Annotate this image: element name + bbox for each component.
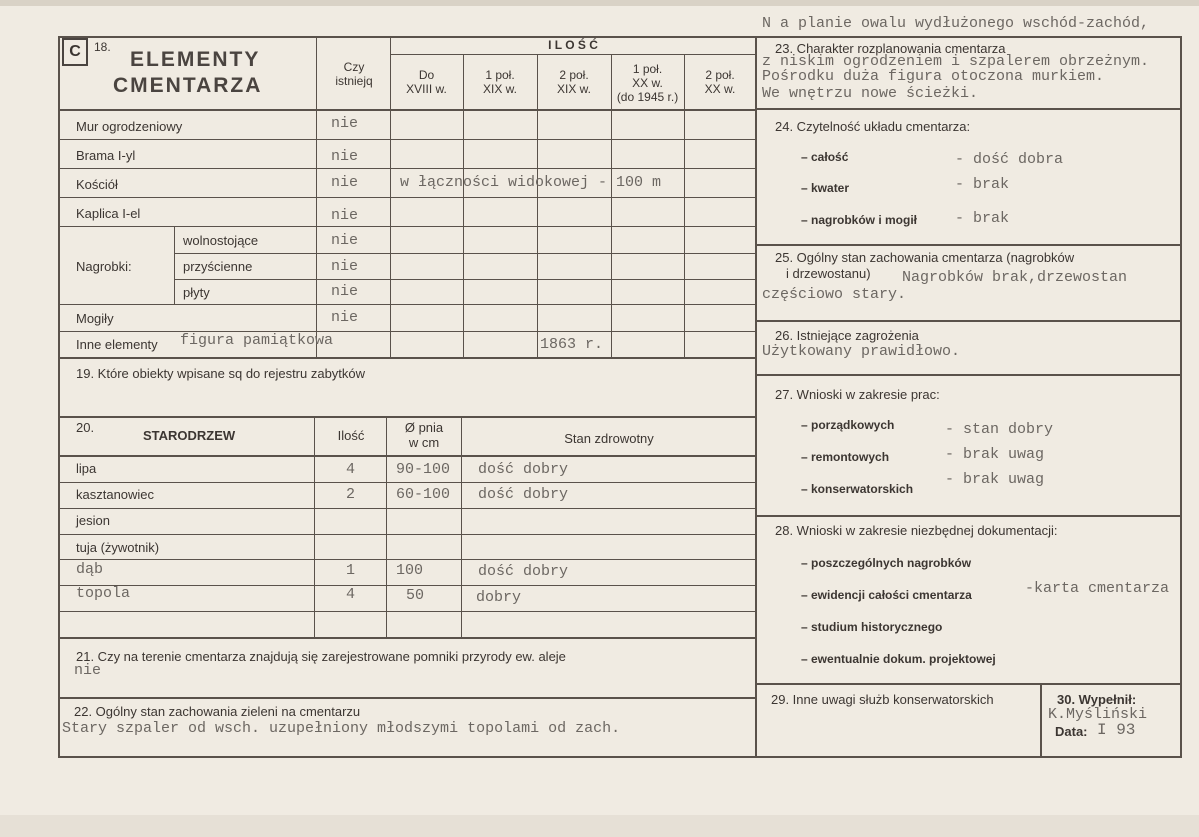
row-inne-label: Inne elementy xyxy=(76,337,158,352)
tree-qty: 1 xyxy=(346,562,356,579)
s24-item-value: - brak xyxy=(955,210,1010,227)
nagrobki-przyscienne-label: przyścienne xyxy=(183,259,253,274)
s20-row-line-4 xyxy=(58,559,756,560)
s20-row-line-1 xyxy=(58,482,756,483)
s28-item-label: – poszczególnych nagrobków xyxy=(801,556,972,570)
s23-top-line: N a planie owalu wydłużonego wschód-zachód, xyxy=(762,15,1150,32)
tree-state: dobry xyxy=(476,589,522,606)
s27-item-value: - stan dobry xyxy=(945,421,1054,438)
frame-right xyxy=(1180,36,1182,758)
s24-item-label: – kwater xyxy=(801,181,850,195)
s18-col-line-5 xyxy=(684,54,685,358)
row-line-5 xyxy=(174,253,756,254)
s30-date: I 93 xyxy=(1097,721,1136,739)
s25-bottom xyxy=(756,320,1181,322)
row-line-1 xyxy=(58,139,756,140)
row-brama-value: nie xyxy=(331,148,359,165)
s20-pien-header-2: w cm xyxy=(408,435,440,450)
nagrobki-divider xyxy=(174,226,175,304)
s28-item-label: – ewentualnie dokum. projektowej xyxy=(801,652,996,666)
s20-col-line-1 xyxy=(314,416,315,638)
nagrobki-przyscienne-value: nie xyxy=(331,258,359,275)
s27-item-label: – porządkowych xyxy=(801,418,895,432)
s21-value: nie xyxy=(74,662,102,679)
s21-bottom xyxy=(58,697,756,699)
s18-ilosc-header: I L O Ś Ć xyxy=(548,38,598,52)
col-1pol-xx-1: 1 poł. xyxy=(632,62,663,76)
s20-bottom xyxy=(58,637,756,639)
tree-state: dość dobry xyxy=(478,563,569,580)
tree-name: kasztanowiec xyxy=(76,487,155,502)
s20-row-line-3 xyxy=(58,534,756,535)
s23-line-3: We wnętrzu nowe ścieżki. xyxy=(762,85,979,102)
tree-diameter: 50 xyxy=(406,587,425,604)
tree-name: topola xyxy=(76,585,131,602)
tree-state: dość dobry xyxy=(478,486,569,503)
s20-ilosc-header: Ilość xyxy=(337,428,365,443)
s18-ilosc-underline xyxy=(390,54,756,55)
row-mogily-value: nie xyxy=(331,309,359,326)
s24-item-label: – nagrobków i mogił xyxy=(801,213,918,227)
tree-qty: 4 xyxy=(346,461,356,478)
s18-col-line-3 xyxy=(537,54,538,358)
s26-bottom xyxy=(756,374,1181,376)
s24-item-value: - dość dobra xyxy=(955,151,1064,168)
row-line-7 xyxy=(58,304,756,305)
s26-label: 26. Istniejące zagrożenia xyxy=(775,328,919,343)
s28-bottom xyxy=(756,683,1181,685)
s22-value: Stary szpaler od wsch. uzupełniony młodszymi topolami od zach. xyxy=(62,720,621,737)
s18-col-line-2 xyxy=(463,54,464,358)
s25-value-1: Nagrobków brak,drzewostan xyxy=(902,269,1128,286)
row-inne-year: 1863 r. xyxy=(540,336,604,353)
col-1pol-xix-1: 1 poł. xyxy=(485,68,515,82)
row-kosciol-value: nie xyxy=(331,174,359,191)
row-kosciol-label: Kościół xyxy=(76,177,118,192)
tree-qty: 2 xyxy=(346,486,356,503)
s19-bottom xyxy=(58,416,756,418)
s24-bottom xyxy=(756,244,1181,246)
frame-top-right xyxy=(756,36,1181,38)
col-1pol-xx-3: (do 1945 r.) xyxy=(616,90,679,104)
tree-name: tuja (żywotnik) xyxy=(76,540,160,555)
nagrobki-wolnostojace-value: nie xyxy=(331,232,359,249)
s22-label: 22. Ogólny stan zachowania zieleni na cmentarzu xyxy=(74,704,361,719)
row-kaplica-value: nie xyxy=(331,207,359,224)
tree-diameter: 90-100 xyxy=(396,461,451,478)
s18-czy-2: istniejq xyxy=(335,74,373,88)
row-mur-label: Mur ogrodzeniowy xyxy=(76,119,183,134)
col-2pol-xix-2: XIX w. xyxy=(556,82,591,96)
nagrobki-wolnostojace-label: wolnostojące xyxy=(183,233,259,248)
s29-s30-divider xyxy=(1040,683,1042,757)
row-line-3 xyxy=(58,197,756,198)
row-line-4 xyxy=(58,226,756,227)
tree-name: lipa xyxy=(76,461,97,476)
s23-bottom xyxy=(756,108,1181,110)
s20-col-line-3 xyxy=(461,416,462,638)
s29-label: 29. Inne uwagi służb konserwatorskich xyxy=(771,692,994,707)
tree-qty: 4 xyxy=(346,586,356,603)
tree-diameter: 60-100 xyxy=(396,486,451,503)
row-line-2 xyxy=(58,168,756,169)
s30-name: K.Myśliński xyxy=(1048,706,1148,723)
s19-label: 19. Które obiekty wpisane sq do rejestru zabytków xyxy=(76,366,366,381)
s18-number: 18. xyxy=(94,40,111,54)
s28-label: 28. Wnioski w zakresie niezbędnej dokumentacji: xyxy=(775,523,1058,538)
tree-diameter: 100 xyxy=(396,562,424,579)
s23-line-1: z niskim ogrodzeniem i szpalerem obrzeżnym. xyxy=(762,53,1150,70)
s26-value: Użytkowany prawidłowo. xyxy=(762,343,961,360)
row-line-6 xyxy=(174,279,756,280)
s27-item-value: - brak uwag xyxy=(945,471,1045,488)
tree-name: jesion xyxy=(76,513,110,528)
s25-label-1: 25. Ogólny stan zachowania cmentarza (nagrobków xyxy=(775,250,1075,265)
col-do-xviii-2: XVIII w. xyxy=(406,82,447,96)
nagrobki-plyty-label: płyty xyxy=(183,285,210,300)
s27-label: 27. Wnioski w zakresie prac: xyxy=(775,387,940,402)
tree-name: dąb xyxy=(76,561,104,578)
frame-middle xyxy=(755,36,757,758)
s23-line-2: Pośrodku duża figura otoczona murkiem. xyxy=(762,68,1105,85)
col-1pol-xx-2: XX w. xyxy=(632,76,663,90)
s18-header-bottom xyxy=(58,109,756,111)
s20-row-line-6 xyxy=(58,611,756,612)
card-bottom-edge xyxy=(0,815,1199,837)
s27-item-label: – remontowych xyxy=(801,450,890,464)
s21-label: 21. Czy na terenie cmentarza znajdują się zarejestrowane pomniki przyrody ew. aleje xyxy=(76,649,566,664)
row-nagrobki-label: Nagrobki: xyxy=(76,259,132,274)
s18-title-1: ELEMENTY xyxy=(130,48,261,71)
s20-row-line-2 xyxy=(58,508,756,509)
s28-item-value: -karta cmentarza xyxy=(1025,580,1170,597)
s24-label: 24. Czytelność układu cmentarza: xyxy=(775,119,971,134)
s20-number: 20. xyxy=(76,420,95,435)
tree-state: dość dobry xyxy=(478,461,569,478)
s20-stan-header: Stan zdrowotny xyxy=(564,431,654,446)
s24-item-label: – całość xyxy=(801,150,849,164)
s20-header-bottom xyxy=(58,455,756,457)
row-inne-note: figura pamiątkowa xyxy=(180,332,334,349)
s30-label: 30. Wypełnił: xyxy=(1057,692,1137,707)
s27-item-label: – konserwatorskich xyxy=(801,482,914,496)
s18-title-2: CMENTARZA xyxy=(113,74,263,97)
s27-item-value: - brak uwag xyxy=(945,446,1045,463)
s18-bottom xyxy=(58,357,756,359)
row-line-8 xyxy=(58,331,756,332)
card-top-edge xyxy=(0,0,1199,6)
nagrobki-plyty-value: nie xyxy=(331,283,359,300)
s24-item-value: - brak xyxy=(955,176,1010,193)
col-1pol-xix-2: XIX w. xyxy=(482,82,517,96)
col-2pol-xx-2: XX w. xyxy=(704,82,736,96)
s20-col-line-2 xyxy=(386,416,387,638)
col-2pol-xix-1: 2 poł. xyxy=(559,68,589,82)
frame-left xyxy=(58,36,60,758)
s20-pien-header-1: Ø pnia xyxy=(404,420,444,435)
s20-row-line-5 xyxy=(58,585,756,586)
s27-bottom xyxy=(756,515,1181,517)
col-2pol-xx-1: 2 poł. xyxy=(705,68,735,82)
row-kaplica-label: Kaplica I-el xyxy=(76,206,141,221)
s25-label-2: i drzewostanu) xyxy=(786,266,871,281)
row-brama-label: Brama I-yl xyxy=(76,148,136,163)
row-kosciol-note: w łączności widokowej - 100 m xyxy=(400,174,662,191)
row-mogily-label: Mogiły xyxy=(76,311,114,326)
s20-title: STARODRZEW xyxy=(143,428,236,443)
s28-item-label: – studium historycznego xyxy=(801,620,943,634)
s30-date-label: Data: xyxy=(1055,724,1088,739)
s23-label: 23. Charakter rozplanowania cmentarza xyxy=(775,41,1006,56)
row-mur-value: nie xyxy=(331,115,359,132)
s25-value-2: częściowo stary. xyxy=(762,286,907,303)
s18-czy-1: Czy xyxy=(343,60,365,74)
card-code-box: C xyxy=(62,38,88,66)
frame-bottom xyxy=(58,756,1182,758)
col-do-xviii-1: Do xyxy=(418,68,435,82)
s28-item-label: – ewidencji całości cmentarza xyxy=(801,588,972,602)
